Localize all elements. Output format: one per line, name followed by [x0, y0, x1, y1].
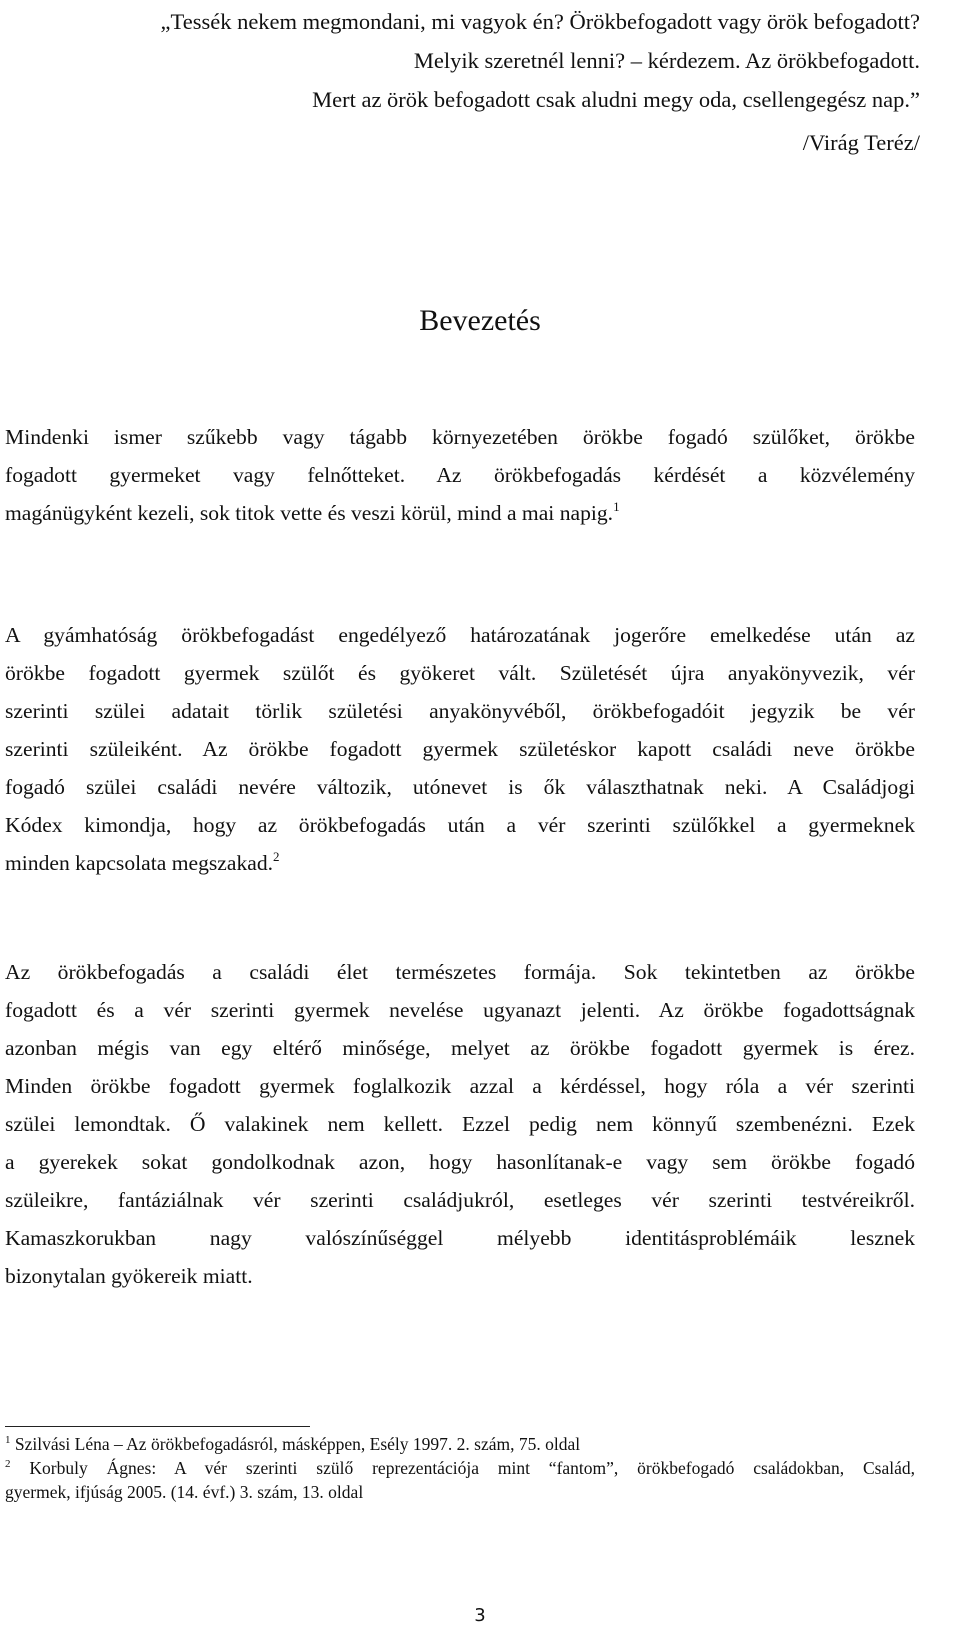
footnote [5, 1432, 915, 1456]
epigraph [161, 2, 920, 162]
text-line: azonban mégis van egy eltérő minősége, melyet az örökbe fogadott gyermek is érez. [5, 1036, 915, 1060]
footnote-reference: 2 [273, 849, 280, 864]
text-line: A gyámhatóság örökbefogadást engedélyező határozatának jogerőre emelkedése után az [5, 623, 915, 647]
footnotes [5, 1432, 915, 1504]
footnote-number: 1 [5, 1434, 11, 1446]
text-line [5, 494, 915, 532]
footnote-reference: 1 [613, 499, 620, 514]
epigraph-line: Mert az örök befogadott csak aludni megy oda, csellengegész nap.” [312, 87, 920, 112]
paragraph [5, 418, 915, 532]
footnote-text: Szilvási Léna – Az örökbefogadásról, másképpen, Esély 1997. 2. szám, 75. oldal [14, 1434, 581, 1454]
text-line: fogadó szülei családi nevére változik, utónevet is ők választhatnak neki. A Családjogi [5, 775, 915, 799]
text-line: fogadott gyermeket vagy felnőtteket. Az örökbefogadás kérdését a közvélemény [5, 463, 915, 487]
footnote-number: 2 [5, 1458, 11, 1470]
text-line: szerinti szüleiként. Az örökbe fogadott gyermek születéskor kapott családi neve örökbe [5, 737, 915, 761]
epigraph-line: „Tessék nekem megmondani, mi vagyok én? Örökbefogadott vagy örök befogadott? [160, 9, 920, 34]
section-title: Bevezetés [419, 304, 541, 337]
footnote [5, 1456, 915, 1504]
epigraph-line: Melyik szeretnél lenni? – kérdezem. Az örökbefogadott. [413, 48, 920, 73]
text-line-content: minden kapcsolata megszakad. [5, 851, 274, 875]
page-number: 3 [474, 1605, 486, 1626]
text-line: fogadott és a vér szerinti gyermek nevelése ugyanazt jelenti. Az örökbe fogadottságnak [5, 998, 915, 1022]
text-line [5, 844, 915, 882]
text-line: Minden örökbe fogadott gyermek foglalkozik azzal a kérdéssel, hogy róla a vér szerinti [5, 1074, 915, 1098]
text-line: Kódex kimondja, hogy az örökbefogadás után a vér szerinti szülőkkel a gyermeknek [5, 813, 915, 837]
footnote-text: Korbuly Ágnes: A vér szerinti szülő reprezentációja mint “fantom”, örökbefogadó családokban, Család, [29, 1458, 915, 1478]
footnote-line [5, 1432, 915, 1456]
epigraph-author: /Virág Teréz/ [802, 130, 920, 155]
text-line: szerinti szülei adatait törlik születési anyakönyvéből, örökbefogadóit jegyzik be vér [5, 699, 915, 723]
text-line: Mindenki ismer szűkebb vagy tágabb környezetében örökbe fogadó szülőket, örökbe [5, 425, 915, 449]
text-line: Az örökbefogadás a családi élet természetes formája. Sok tekintetben az örökbe [5, 960, 915, 984]
text-line: örökbe fogadott gyermek szülőt és gyökeret vált. Születését újra anyakönyvezik, vér [5, 661, 915, 685]
paragraph [5, 616, 915, 882]
text-line: szüleikre, fantáziálnak vér szerinti családjukról, esetleges vér szerinti testvéreikről. [5, 1188, 915, 1212]
text-line-content: magánügyként kezeli, sok titok vette és veszi körül, mind a mai napig. [5, 501, 614, 525]
footnote-separator [5, 1426, 310, 1427]
paragraph [5, 953, 915, 1295]
footnote-line: gyermek, ifjúság 2005. (14. évf.) 3. szám, 13. oldal [5, 1482, 364, 1502]
text-line: bizonytalan gyökereik miatt. [5, 1264, 253, 1288]
footnote-line [5, 1456, 915, 1480]
text-line: Kamaszkorukban nagy valószínűséggel mélyebb identitásproblémáik lesznek [5, 1226, 915, 1250]
text-line: a gyerekek sokat gondolkodnak azon, hogy hasonlítanak-e vagy sem örökbe fogadó [5, 1150, 915, 1174]
text-line: szülei lemondtak. Ő valakinek nem kellett. Ezzel pedig nem könnyű szembenézni. Ezek [5, 1112, 915, 1136]
